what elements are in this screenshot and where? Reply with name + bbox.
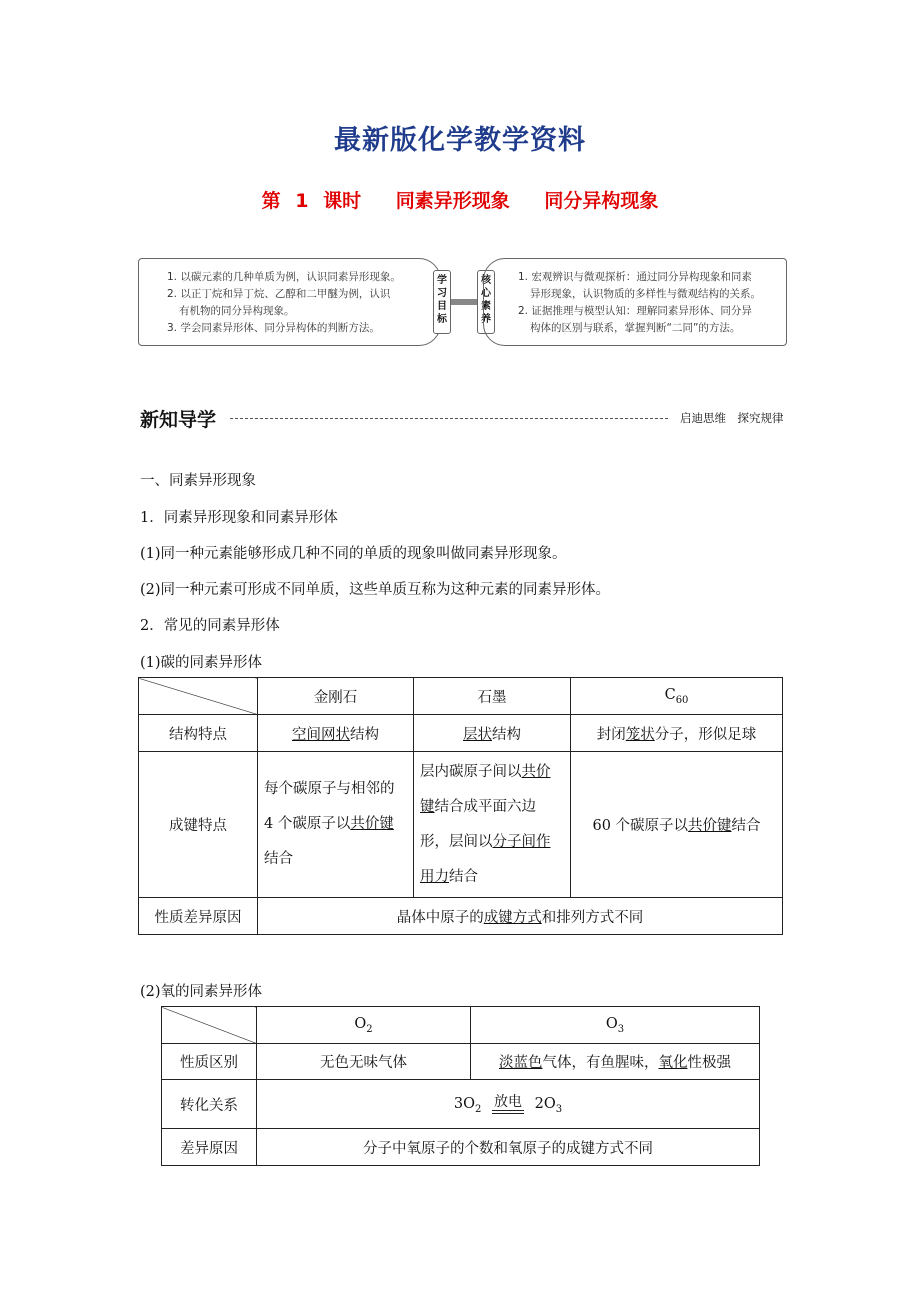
lesson-topic-2: 同分异构现象	[544, 190, 659, 212]
cell-graphite-bonding: 层内碳原子间以共价键结合成平面六边形，层间以分子间作用力结合	[414, 752, 571, 898]
table-corner-cell	[139, 678, 258, 715]
oxygen-allotrope-table	[161, 1006, 760, 1166]
equals-arrow-icon	[492, 1110, 524, 1114]
section-divider	[230, 418, 668, 419]
definition-allotropy: (1)同一种元素能够形成几种不同的单质的现象叫做同素异形现象。	[140, 546, 567, 562]
page-title: 最新版化学教学资料	[334, 125, 586, 156]
header-diamond: 金刚石	[258, 678, 414, 715]
goal-item: 有机物的同分异构现象。	[179, 305, 295, 317]
row-label-conversion: 转化关系	[162, 1080, 257, 1129]
learning-goals-tag: 学习目标	[433, 270, 451, 334]
goal-item: 1. 以碳元素的几种单质为例，认识同素异形现象。	[167, 271, 401, 283]
cell-c60-bonding: 60 个碳原子以共价键结合	[571, 752, 783, 898]
cell-o3-properties: 淡蓝色气体，有鱼腥味，氧化性极强	[471, 1044, 760, 1080]
goal-item: 3. 学会同素异形体、同分异构体的判断方法。	[167, 322, 380, 334]
heading-oxygen-allotropes: (2)氧的同素异形体	[140, 984, 263, 1000]
definition-allotrope: (2)同一种元素可形成不同单质，这些单质互称为这种元素的同素异形体。	[140, 582, 611, 598]
table-corner-cell	[162, 1007, 257, 1044]
literacy-item: 1. 宏观辨识与微观探析：通过同分异构现象和同素	[518, 271, 752, 283]
header-c60: $C_{60}$	[571, 678, 783, 715]
cell-c60-structure: 封闭笼状分子，形似足球	[571, 715, 783, 752]
cell-diamond-structure: 空间网状结构	[258, 715, 414, 752]
reaction-condition: 放电	[494, 1093, 522, 1110]
cell-diamond-bonding: 每个碳原子与相邻的 4 个碳原子以共价键结合	[258, 752, 414, 898]
cell-reason: 分子中氧原子的个数和氧原子的成键方式不同	[257, 1129, 760, 1166]
header-o2: $O_2$	[257, 1007, 471, 1044]
cell-difference-reason: 晶体中原子的成键方式和排列方式不同	[258, 898, 783, 935]
literacy-item: 构体的区别与联系，掌握判断“二同”的方法。	[530, 322, 741, 334]
carbon-allotrope-table	[138, 677, 783, 935]
core-literacy-tag: 核心素养	[477, 270, 495, 334]
row-label-difference: 性质差异原因	[139, 898, 258, 935]
core-literacy-box	[483, 258, 787, 346]
row-label-bonding: 成键特点	[139, 752, 258, 898]
connector-arrow-icon	[451, 299, 477, 305]
row-label-reason: 差异原因	[162, 1129, 257, 1166]
header-o3: $O_3$	[471, 1007, 760, 1044]
lesson-number: 第 1 课时	[261, 190, 362, 212]
heading-allotropy: 一、同素异形现象	[140, 473, 256, 489]
heading-carbon-allotropes: (1)碳的同素异形体	[140, 655, 263, 671]
row-label-properties: 性质区别	[162, 1044, 257, 1080]
literacy-item: 2. 证据推理与模型认知：理解同素异形体、同分异	[518, 305, 752, 317]
heading-definitions: 1．同素异形现象和同素异形体	[140, 510, 338, 526]
section-tagline: 启迪思维 探究规律	[680, 411, 784, 425]
header-graphite: 石墨	[414, 678, 571, 715]
section-header: 新知导学	[140, 409, 217, 431]
reaction-arrow	[492, 1094, 524, 1114]
row-label-structure: 结构特点	[139, 715, 258, 752]
heading-common-allotropes: 2．常见的同素异形体	[140, 618, 280, 634]
lesson-topic-1: 同素异形现象	[395, 190, 510, 212]
cell-o2-properties: 无色无味气体	[257, 1044, 471, 1080]
lesson-subtitle	[0, 186, 920, 213]
goal-item: 2. 以正丁烷和异丁烷、乙醇和二甲醚为例，认识	[167, 288, 391, 300]
learning-goals-box	[138, 258, 441, 346]
literacy-item: 异形现象，认识物质的多样性与微观结构的关系。	[530, 288, 761, 300]
cell-conversion-equation: $3O_2$ 放电 $2O_3$	[257, 1080, 760, 1129]
cell-graphite-structure: 层状结构	[414, 715, 571, 752]
